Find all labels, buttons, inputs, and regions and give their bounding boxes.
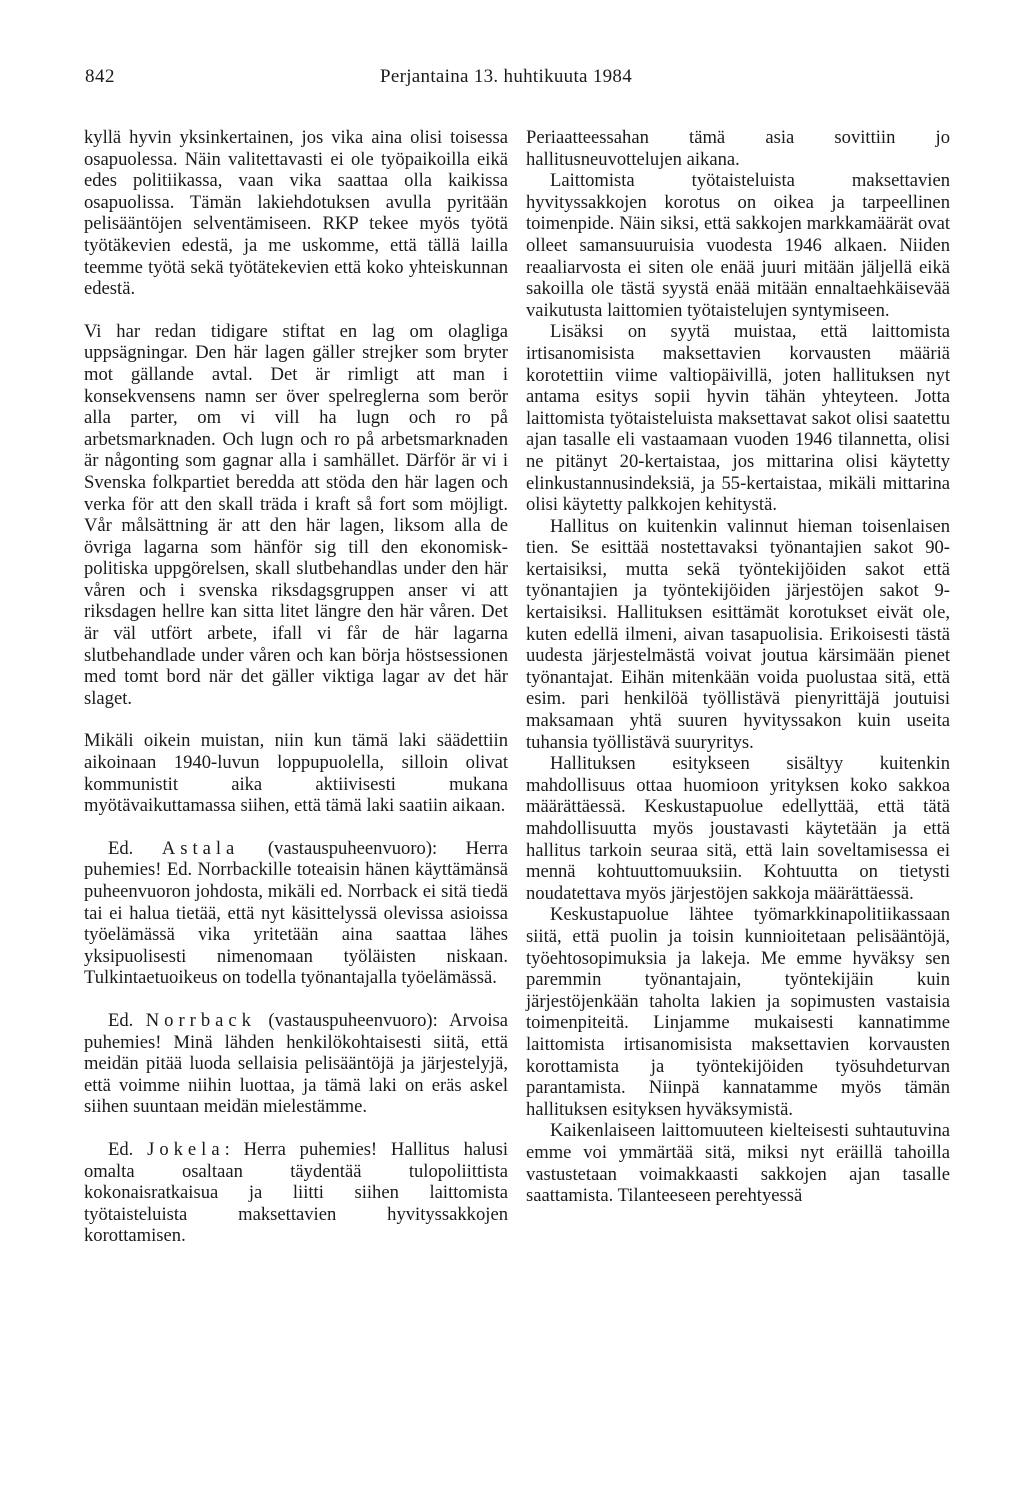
- page-header: [0, 66, 1024, 96]
- paragraph: Kaikenlaiseen laittomuuteen kielteisesti suhtautuvina emme voi ymmärtää sitä, miksi nyt eräillä tahoilla vastustetaan voimakkaasti sakkojen ajan tasalle saattamista. Tilanteeseen perehtyessä: [526, 1120, 950, 1207]
- running-title: Perjantaina 13. huhtikuuta 1984: [380, 66, 633, 87]
- paragraph: Lisäksi on syytä muistaa, että laittomista irtisanomisista maksettavien korvausten määriä korotettiin viime valtiopäivillä, joten hallituksen nyt antama esitys sopii hyvin tähän yhteyteen. Jotta laittomista työtaisteluista maksettavat sakot olisi saatettu ajan tasalle eli vastaamaan vuoden 1946 tilannetta, olisi ne pitänyt 20-kertaistaa, jos mittarina olisi käytetty elinkustannusindeksiä, ja 55-kertaistaa, mikäli mittarina olisi käytetty palkkojen kehitystä.: [526, 321, 950, 516]
- speech-jokela: [84, 1139, 508, 1247]
- speaker-prefix: Ed.: [108, 1138, 148, 1160]
- speaker-prefix: Ed.: [108, 837, 162, 859]
- speech-astala: [84, 838, 508, 989]
- paragraph: Vi har redan tidigare stiftat en lag om olagliga uppsägningar. Den här lagen gäller strejker som bryter mot gällande avtal. Det är rimligt att man i konsekvensens namn ser över spelreglerna som berör alla parter, om vi vill ha lugn och ro på arbetsmarknaden. Och lugn och ro på arbetsmarknaden är någonting som gagnar alla i samhället. Därför är vi i Svenska folkpartiet beredda att stöda den här lagen och verka för att den skall träda i kraft så fort som möjligt. Vår målsättning är att den här lagen, liksom alla de övriga lagarna som hänför sig till den ekonomisk-politiska uppgörelsen, skall slutbehandlas under den här våren och i svenska riksdagsgruppen anser vi att riksdagen hellre kan sitta litet längre den här våren. Det är väl utfört arbete, ifall vi får de här lagarna slutbehandlade under våren och kan börja höstsessionen med tomt bord när det gäller viktiga lagar av det här slaget.: [84, 320, 508, 709]
- speaker-name: Jokela: [147, 1138, 225, 1160]
- speech-text: (vastauspuheenvuoro): Herra puhemies! Ed. Norrbackille toteaisin hänen käyttämänsä puheenvuoron johdosta, mikäli ed. Norrback ei sitä tiedä tai ei halua tietää, että nyt käsittelyssä olevissa asioissa työelämässä vika yritetään aina saattaa lähes yksipuolisesti nimenomaan työläisten niskaan. Tulkintaetuoikeus on todella työnantajalla työelämässä.: [84, 837, 508, 989]
- paragraph: Periaatteessahan tämä asia sovittiin jo hallitusneuvottelujen aikana.: [526, 127, 950, 170]
- speaker-prefix: Ed.: [108, 1009, 146, 1031]
- speaker-name: Norrback: [145, 1009, 256, 1031]
- speaker-name: Astala: [161, 837, 240, 859]
- left-column: [84, 127, 508, 1247]
- right-column: [526, 127, 950, 1207]
- paragraph: Keskustapuolue lähtee työmarkkinapolitiikassaan siitä, että puolin ja toisin kunnioitetaan pelisääntöjä, työehtosopimuksia ja lakeja. Me emme hyväksy sen paremmin työnantajain, työntekijäin kuin järjestöjenkään taholta lakien ja sopimusten vastaisia toimenpiteitä. Linjamme mukaisesti kannatimme laittomista irtisanomisista maksettavien korvausten korottamista ja työntekijöiden työsuhdeturvan parantamista. Niinpä kannatamme myös tämän hallituksen esityksen hyväksymistä.: [526, 904, 950, 1120]
- speech-text: : Herra puhemies! Hallitus halusi omalta osaltaan täydentää tulopoliittista kokonaisratkaisua ja liitti siihen laittomista työtaisteluista maksettavien hyvityssakkojen korottamisen.: [84, 1138, 508, 1247]
- paragraph: Laittomista työtaisteluista maksettavien hyvityssakkojen korotus on oikea ja tarpeellinen toimenpide. Näin siksi, että sakkojen markkamäärät ovat olleet samansuuruisia vuodesta 1946 alkaen. Niiden reaaliarvosta ei siten ole enää juuri mitään jäljellä eikä sakoilla ole tästä syystä enää mitään ennaltaehkäisevää vaikutusta laittomien työtaistelujen syntymiseen.: [526, 170, 950, 321]
- page-number: 842: [85, 66, 115, 87]
- paragraph: Mikäli oikein muistan, niin kun tämä laki säädettiin aikoinaan 1940-luvun loppupuolella, silloin olivat kommunistit aika aktiivisesti mukana myötävaikuttamassa siihen, että tämä laki saatiin aikaan.: [84, 730, 508, 817]
- paragraph: kyllä hyvin yksinkertainen, jos vika aina olisi toisessa osapuolessa. Näin valitettavasti ei ole työpaikoilla eikä edes politiikassa, vaan vika saattaa olla kaikissa osapuolissa. Tämän lakiehdotuksen avulla pyritään pelisääntöjen selventämiseen. RKP tekee myös työtä työtäkevien edestä, ja me uskomme, että tällä lailla teemme työtä sekä työtätekevien että koko yhteiskunnan edestä.: [84, 127, 508, 300]
- paragraph: Hallituksen esitykseen sisältyy kuitenkin mahdollisuus ottaa huomioon yrityksen koko sakkoa määrättäessä. Keskustapuolue edellyttää, että tätä mahdollisuutta myös joustavasti käytetään ja että hallitus tarkoin seuraa sitä, että lain soveltamisessa ei mennä kohtuuttomuuksiin. Kohtuutta on tietysti noudatettava myös järjestöjen sakkoja määrättäessä.: [526, 753, 950, 904]
- speech-text: (vastauspuheenvuoro): Arvoisa puhemies! Minä lähden henkilökohtaisesti siitä, että meidän pitää luoda sellaisia pelisääntöjä ja järjestelyjä, että voimme niihin luottaa, ja tämä laki on eräs askel siihen suuntaan meidän mielestämme.: [84, 1009, 509, 1118]
- paragraph: Hallitus on kuitenkin valinnut hieman toisenlaisen tien. Se esittää nostettavaksi työnantajien sakot 90-kertaisiksi, mutta sekä työntekijöiden sakot että työnantajien ja työntekijöiden järjestöjen sakot 9-kertaisiksi. Hallituksen esittämät korotukset eivät ole, kuten edellä ilmeni, aivan tasapuolisia. Erikoisesti tästä uudesta järjestelmästä voivat joutua kärsimään pienet työnantajat. Eihän mitenkään voida puolustaa sitä, että esim. pari henkilöä työllistävä pienyrittäjä joutuisi maksamaan yhtä suuren hyvityssakon kuin useita tuhansia työllistävä suuryritys.: [526, 515, 950, 753]
- speech-norrback: [84, 1010, 508, 1118]
